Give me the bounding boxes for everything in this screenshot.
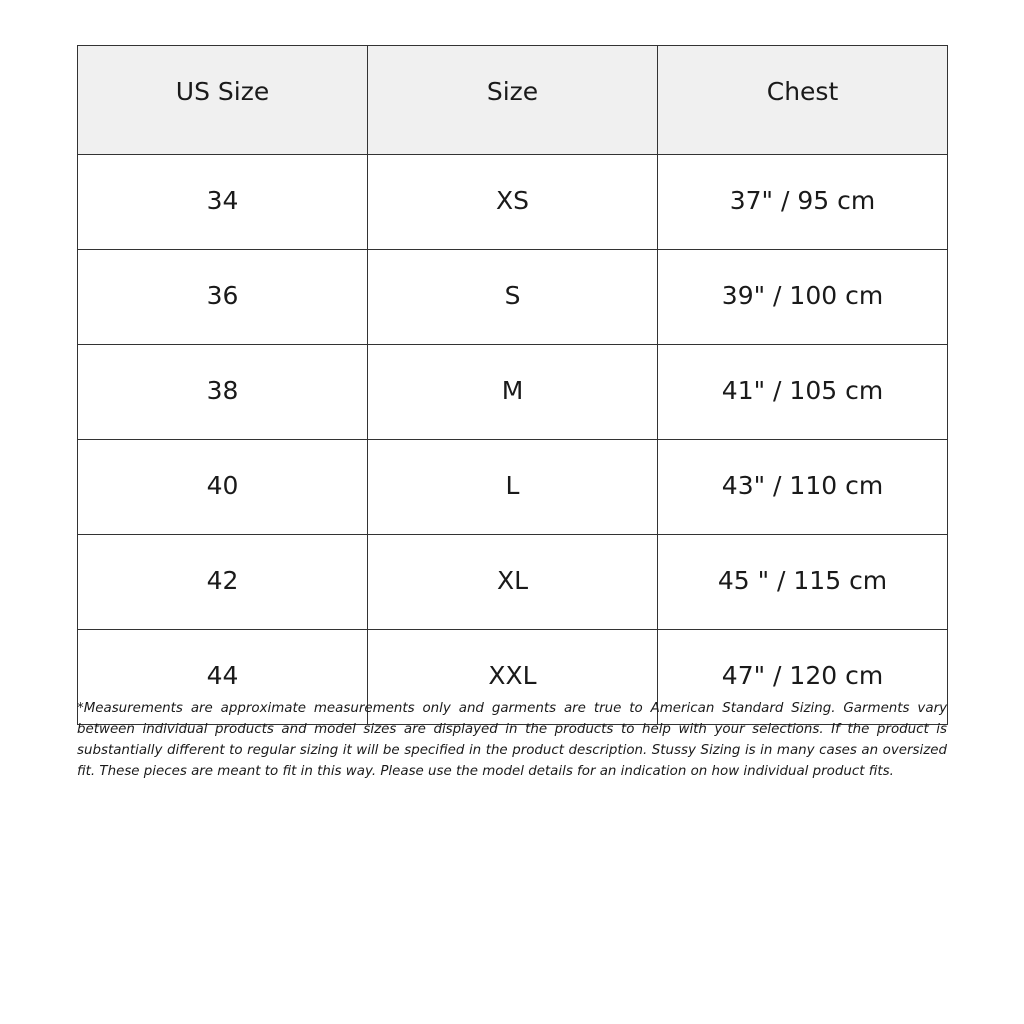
chest-cell: 39" / 100 cm — [658, 250, 948, 345]
size-chart-body — [78, 155, 948, 725]
us-size-cell: 36 — [78, 250, 368, 345]
table-row — [78, 345, 948, 440]
header-row — [78, 46, 948, 155]
chest-cell: 37" / 95 cm — [658, 155, 948, 250]
us-size-cell: 38 — [78, 345, 368, 440]
size-chart-table — [77, 45, 948, 725]
header-size: Size — [368, 46, 658, 155]
chest-cell: 47" / 120 cm — [658, 630, 948, 725]
size-cell: XXL — [368, 630, 658, 725]
size-cell: XL — [368, 535, 658, 630]
header-us-size: US Size — [78, 46, 368, 155]
size-cell: M — [368, 345, 658, 440]
us-size-cell: 44 — [78, 630, 368, 725]
size-cell: S — [368, 250, 658, 345]
table-row — [78, 535, 948, 630]
us-size-cell: 40 — [78, 440, 368, 535]
size-cell: L — [368, 440, 658, 535]
us-size-cell: 42 — [78, 535, 368, 630]
chest-cell: 45 " / 115 cm — [658, 535, 948, 630]
size-cell: XS — [368, 155, 658, 250]
table-row — [78, 440, 948, 535]
size-chart-header — [78, 46, 948, 155]
chest-cell: 43" / 110 cm — [658, 440, 948, 535]
header-chest: Chest — [658, 46, 948, 155]
chest-cell: 41" / 105 cm — [658, 345, 948, 440]
us-size-cell: 34 — [78, 155, 368, 250]
measurement-disclaimer: *Measurements are approximate measurements only and garments are true to American Standard Sizing. Garments vary between individual products and model sizes are displayed in the products to help with your selections. If the product is substantially different to regular sizing it will be specified in the product description. Stussy Sizing is in many cases an oversized fit. These pieces are meant to fit in this way. Please use the model details for an indication on how individual product fits. — [77, 701, 947, 779]
table-row — [78, 155, 948, 250]
table-row — [78, 250, 948, 345]
